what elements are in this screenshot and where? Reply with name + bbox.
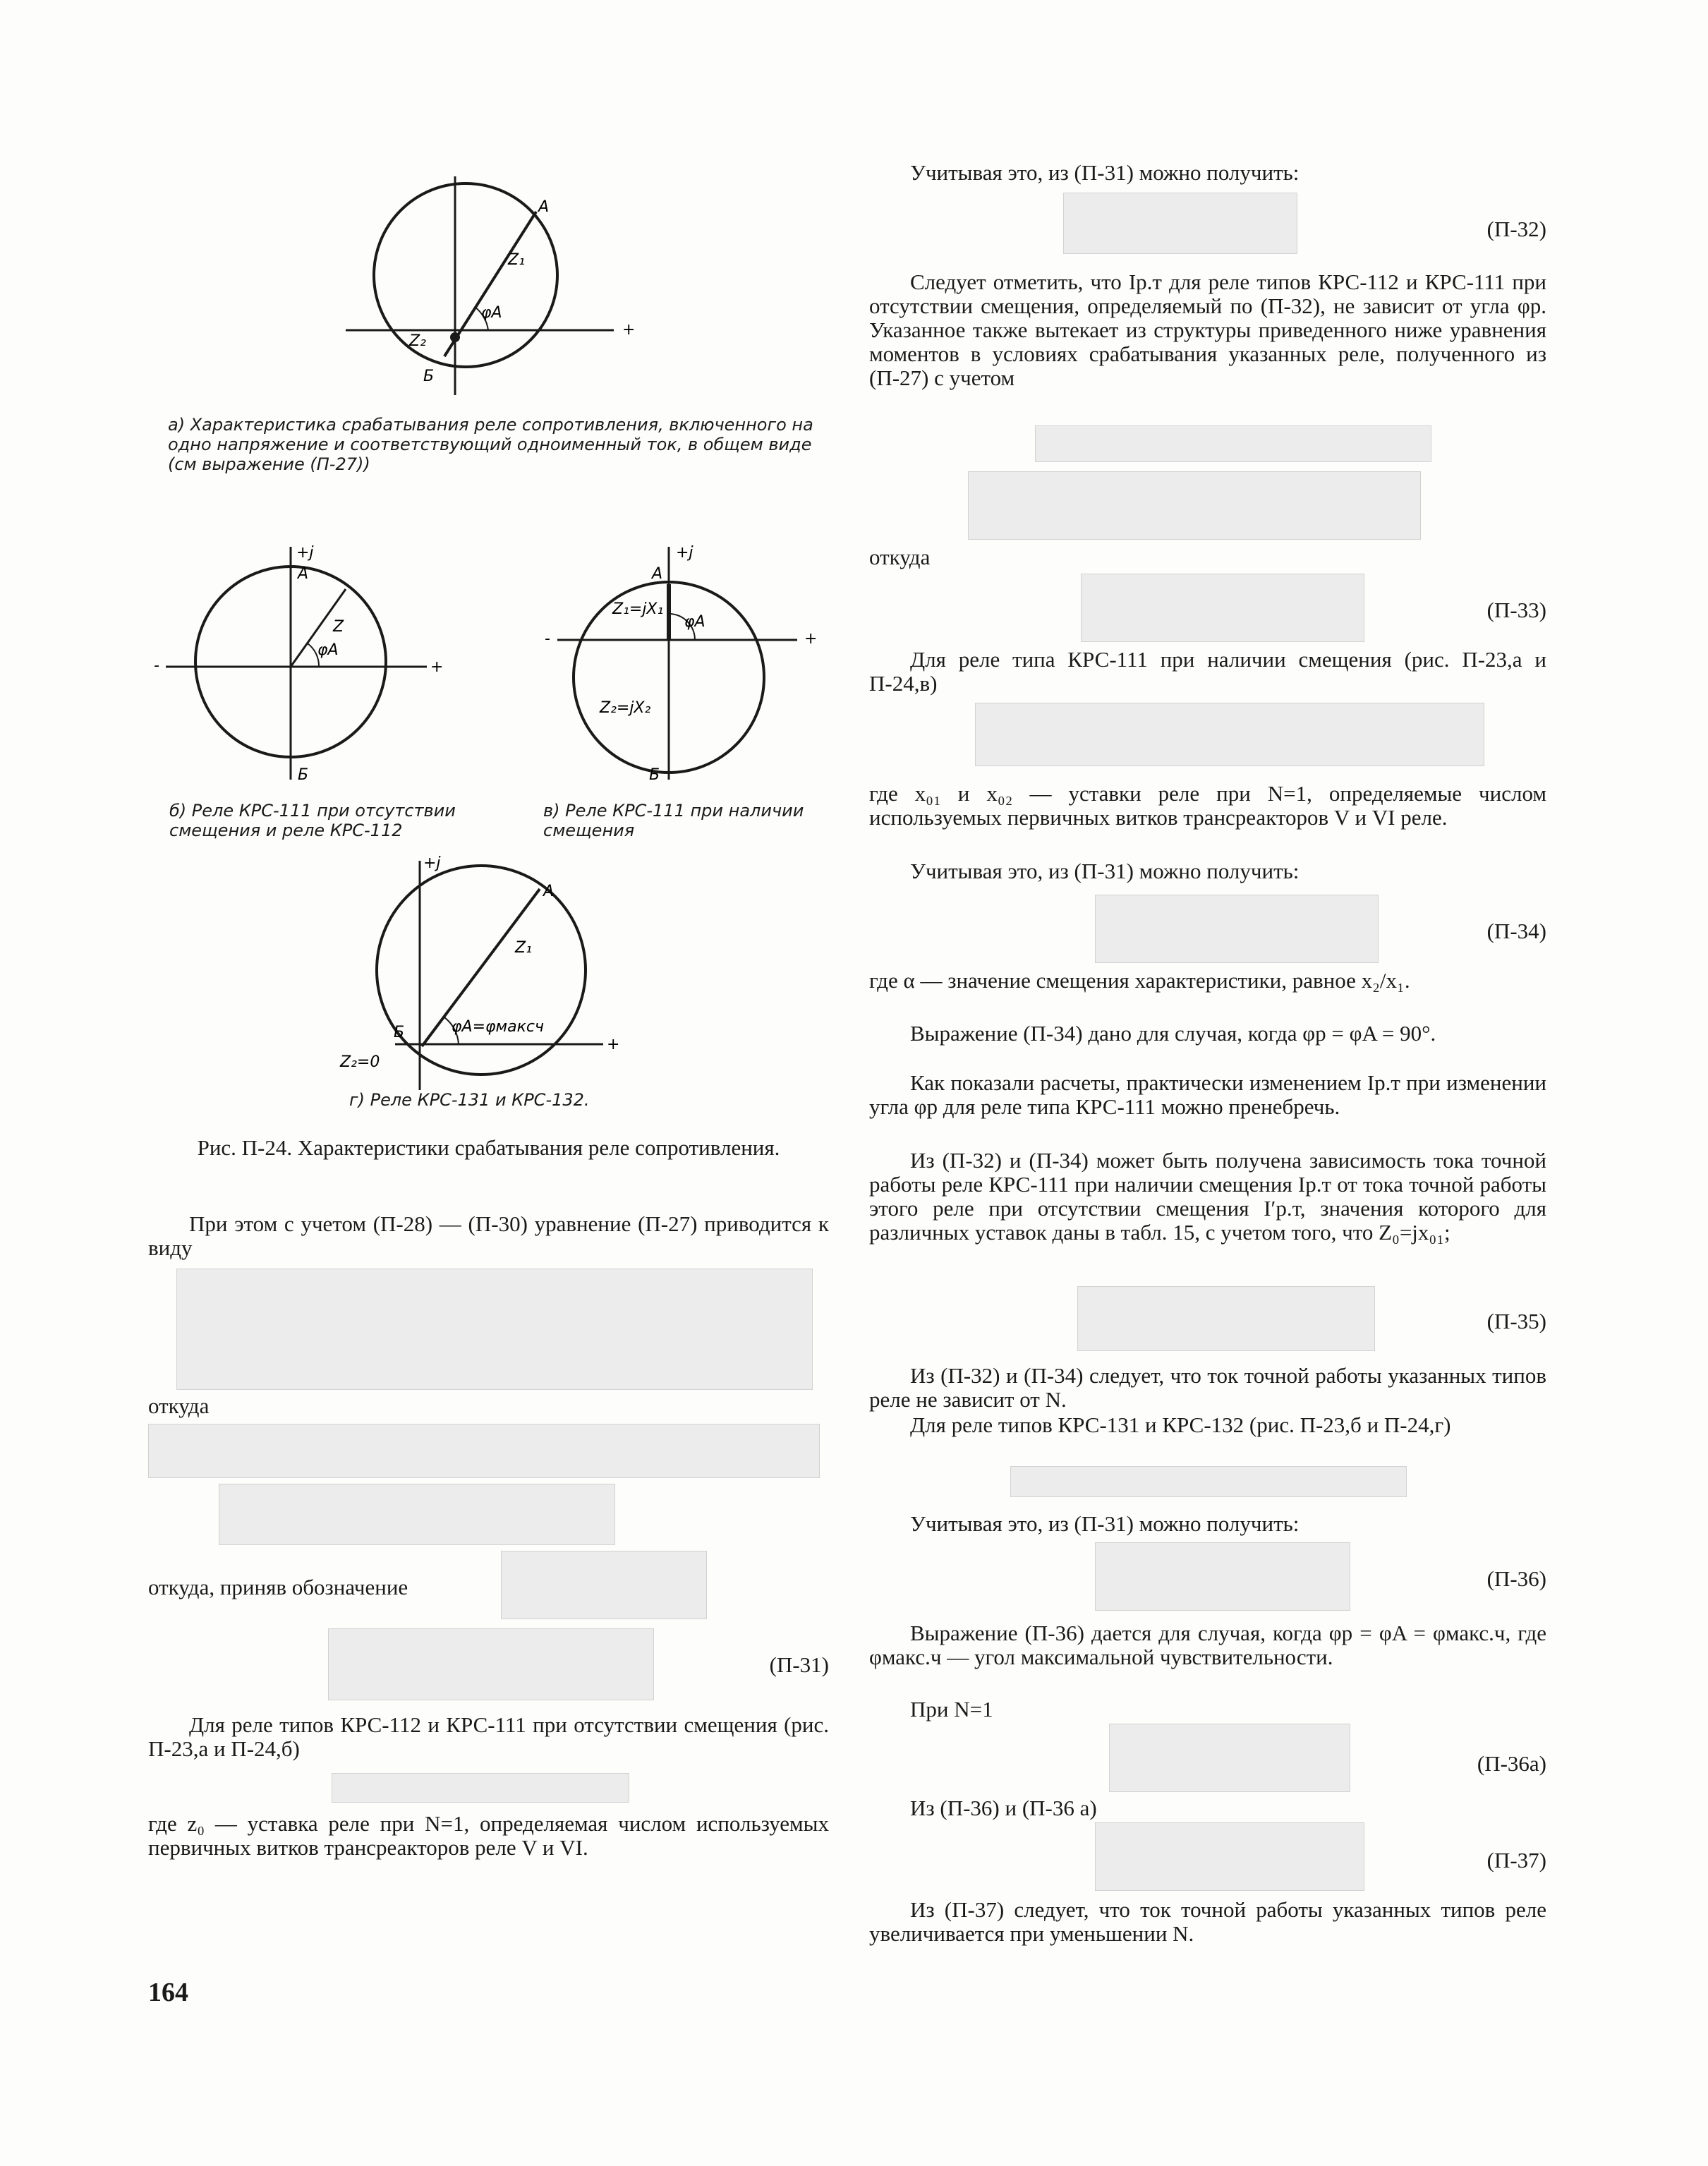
left-text [148, 1212, 829, 1960]
caption-b: б) Реле КРС-111 при отсутствии смещения и реле КРС-112 [169, 801, 456, 840]
formula-placeholder [501, 1551, 707, 1619]
diagram-g [325, 847, 635, 1101]
diagram-b [148, 536, 452, 790]
eq-label-p33: (П-33) [1486, 598, 1546, 622]
diagram-b-label-minus: - [154, 657, 159, 674]
diagram-g-label-z2: Z₂=0 [340, 1053, 380, 1071]
formula-placeholder [176, 1269, 813, 1390]
formula-placeholder [1095, 895, 1379, 963]
diagram-a-origin [450, 332, 460, 342]
diagram-a-label-z2: Z₂ [409, 332, 426, 350]
right-para-12: Учитывая это, из (П-31) можно получить: [910, 1511, 1300, 1536]
diagram-b-label-z: Z [333, 618, 344, 636]
diagram-g-label-plusj: +j [423, 854, 441, 872]
right-text [869, 161, 1546, 1953]
right-para-8: Как показали расчеты, практически изменением Iр.т при изменении угла φр для реле типа КРС-111 можно пренебречь. [869, 1070, 1546, 1119]
left-para-gde: где z₀ — уставка реле при N=1, определяемая числом используемых первичных витков трансреакторов реле V и VI. [148, 1811, 829, 1860]
caption-a: а) Характеристика срабатывания реле сопротивления, включенного на одно напряжение и соответствующий одноименный ток, в общем виде (см выражение (П-27)) [168, 415, 813, 474]
diagram-b-label-phi: φA [317, 641, 339, 659]
diagram-g-label-phi: φA=φмаксч [452, 1018, 544, 1036]
eq-label-p35: (П-35) [1486, 1309, 1546, 1333]
diagram-v-label-plusj: +j [676, 544, 694, 562]
right-para-7: Выражение (П-34) дано для случая, когда φр = φA = 90°. [910, 1021, 1436, 1046]
eq-label-p34: (П-34) [1486, 919, 1546, 943]
formula-placeholder [1010, 1466, 1407, 1497]
right-para-10: Из (П-32) и (П-34) следует, что ток точной работы указанных типов реле не зависит от N. [869, 1363, 1546, 1412]
right-para-6: где α — значение смещения характеристики, равное x₂/x₁. [869, 968, 1410, 993]
eq-label-p36a: (П-36а) [1477, 1751, 1546, 1776]
eq-label-p37: (П-37) [1486, 1848, 1546, 1872]
right-para-14: При N=1 [910, 1697, 993, 1722]
diagram-v-label-z1: Z₁=jX₁ [612, 600, 664, 618]
right-para-16: Из (П-37) следует, что ток точной работы указанных типов реле увеличивается при уменьшении N. [869, 1897, 1546, 1946]
diagram-v-label-minus: - [545, 630, 550, 648]
caption-v: в) Реле КРС-111 при наличии смещения [543, 801, 804, 840]
diagram-v-label-phi: φA [684, 613, 705, 631]
formula-placeholder [219, 1484, 615, 1545]
formula-placeholder [1077, 1286, 1375, 1351]
eq-label-p32: (П-32) [1486, 217, 1546, 241]
formula-placeholder [1063, 193, 1297, 254]
page-number: 164 [148, 1978, 188, 2007]
right-para-2: Следует отметить, что Iр.т для реле типов КРС-112 и КРС-111 при отсутствии смещения, определяемый по (П-32), не зависит от угла φр. Указанное также вытекает из структуры приведенного ниже уравнения моментов в условиях срабатывания указанных реле, полученного из (П-27) с учетом [869, 270, 1546, 390]
formula-placeholder [1081, 574, 1364, 642]
formula-placeholder [1109, 1724, 1350, 1792]
diagram-v-label-plus: + [804, 630, 818, 648]
right-para-13: Выражение (П-36) дается для случая, когда φр = φA = φмакс.ч, где φмакс.ч — угол максимальной чувствительности. [869, 1621, 1546, 1669]
diagram-b-label-b: Б [298, 766, 309, 784]
diagram-g-label-plus: + [607, 1036, 620, 1053]
right-para-3: Для реле типа КРС-111 при наличии смещения (рис. П-23,а и П-24,в) [869, 647, 1546, 696]
right-otkuda: откуда [869, 545, 931, 569]
diagram-b-label-plus: + [430, 658, 444, 676]
right-para-5: Учитывая это, из (П-31) можно получить: [910, 859, 1300, 883]
left-otkuda-2: откуда, приняв обозначение [148, 1575, 408, 1599]
right-para-9: Из (П-32) и (П-34) может быть получена зависимость тока точной работы реле КРС-111 при наличии смещения Iр.т от тока точной работы этого реле при отсутствии смещения I′р.т, значения которого для различных уставок даны в табл. 15, с учетом того, что Z₀=jx₀₁; [869, 1148, 1546, 1245]
formula-placeholder [328, 1628, 654, 1700]
formula-placeholder [148, 1424, 820, 1478]
diagram-g-label-b: Б [394, 1024, 405, 1041]
diagram-a-label-plus: + [622, 321, 636, 339]
left-para-kps: Для реле типов КРС-112 и КРС-111 при отсутствии смещения (рис. П-23,а и П-24,б) [148, 1712, 829, 1761]
diagram-a-label-a: А [538, 198, 550, 216]
caption-g: г) Реле КРС-131 и КРС-132. [349, 1090, 590, 1110]
formula-placeholder [1095, 1542, 1350, 1611]
diagram-v [536, 536, 825, 797]
formula-placeholder [968, 471, 1421, 540]
figure-title: Рис. П-24. Характеристики срабатывания реле сопротивления. [197, 1135, 780, 1160]
diagram-g-label-z1: Z₁ [515, 939, 532, 957]
formula-placeholder [1035, 425, 1431, 462]
right-para-4: где x₀₁ и x₀₂ — уставки реле при N=1, определяемые числом используемых первичных витков трансреакторов V и VI реле. [869, 781, 1546, 830]
diagram-a [303, 162, 670, 402]
formula-placeholder [1095, 1822, 1364, 1891]
formula-placeholder [975, 703, 1484, 766]
eq-label-p36: (П-36) [1486, 1566, 1546, 1591]
diagram-a-label-phi: φA [481, 304, 502, 322]
right-para-15: Из (П-36) и (П-36 а) [910, 1796, 1097, 1820]
right-para-1: Учитывая это, из (П-31) можно получить: [910, 160, 1300, 185]
diagram-g-label-a: А [543, 883, 555, 900]
diagram-v-label-b: Б [649, 766, 660, 784]
diagram-v-label-z2: Z₂=jX₂ [600, 699, 651, 717]
right-para-11: Для реле типов КРС-131 и КРС-132 (рис. П-23,б и П-24,г) [910, 1412, 1451, 1437]
diagram-a-label-b: Б [423, 368, 435, 385]
diagram-a-circle [374, 183, 557, 367]
left-otkuda-1: откуда [148, 1393, 210, 1418]
diagram-v-label-a: А [652, 565, 663, 583]
eq-label-p31: (П-31) [769, 1652, 829, 1677]
formula-placeholder [332, 1773, 629, 1803]
diagram-b-label-a: А [298, 565, 309, 583]
diagram-b-label-plusj: +j [296, 544, 314, 562]
left-para-1: При этом с учетом (П-28) — (П-30) уравнение (П-27) приводится к виду [148, 1211, 829, 1260]
diagram-a-label-z1: Z₁ [508, 251, 525, 269]
